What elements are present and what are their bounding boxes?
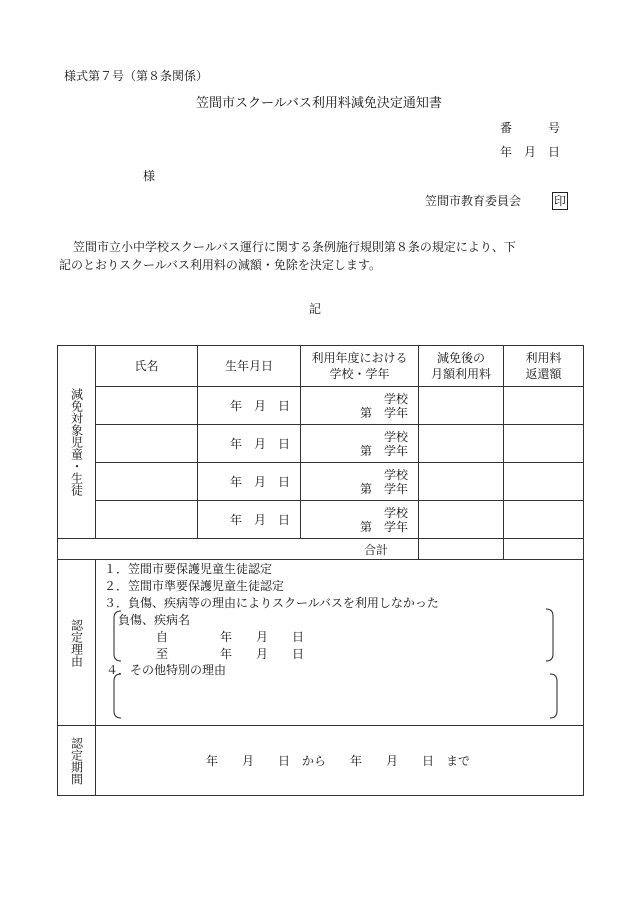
document-date-label: 年 月 日 [500,145,561,159]
refund-cell[interactable] [504,425,584,463]
reason-item-3[interactable]: ３．負傷、疾病等の理由によりスクールバスを利用しなかった [104,596,439,610]
header-refund-line-2: 返還額 [525,367,562,381]
school-grade-cell[interactable] [301,501,419,539]
target-students-label: 減免対象児童・生徒 [69,388,84,496]
reason-label: 認定理由 [69,618,84,667]
header-school-grade [301,346,419,387]
from-date[interactable]: 年 月 日 [220,630,305,644]
document-title: 笠間市スクールバス利用料減免決定通知書 [196,96,442,111]
table-row [58,425,584,463]
refund-cell[interactable] [504,463,584,501]
body-text-line-2: 記のとおりスクールバス利用料の減額・免除を決定します。 [59,258,381,272]
header-refund [504,346,584,387]
student-name-cell[interactable] [96,387,198,425]
table-row [58,501,584,539]
total-monthly-fee-cell[interactable] [419,539,504,560]
reduction-table [57,345,584,796]
monthly-fee-cell[interactable] [419,463,504,501]
monthly-fee-cell[interactable] [419,501,504,539]
document-number-label: 番 号 [500,121,561,135]
header-monthly-fee-line-2: 月額利用料 [430,367,491,381]
school-grade-cell[interactable] [301,463,419,501]
illness-bracket-right [544,608,556,662]
student-name-cell[interactable] [96,463,198,501]
birthdate-cell[interactable]: 年 月 日 [198,387,301,425]
period-label-cell [58,726,96,796]
recipient-suffix: 様 [143,169,156,183]
school-label: 学校 [383,391,408,406]
body-text-line-1: 笠間市立小中学校スクールバス運行に関する条例施行規則第８条の規定により、下 [73,240,516,254]
birthdate-cell[interactable]: 年 月 日 [198,501,301,539]
header-school-grade-line-2: 学校・学年 [329,367,390,381]
grade-label: 第 学年 [359,481,408,496]
seal-mark: 印 [554,194,567,208]
reason-row [58,560,584,726]
school-label: 学校 [383,429,408,444]
table-row [58,387,584,425]
issuer-name: 笠間市教育委員会 [425,194,522,208]
illness-name-label: 負傷、疾病名 [118,613,191,627]
refund-cell[interactable] [504,501,584,539]
header-refund-line-1: 利用料 [525,351,562,365]
target-students-label-cell [58,346,96,539]
period-label: 認定期間 [69,736,84,785]
header-name: 氏名 [96,346,198,387]
birthdate-cell[interactable]: 年 月 日 [198,425,301,463]
header-birthdate: 生年月日 [198,346,301,387]
period-row [58,726,584,796]
refund-cell[interactable] [504,387,584,425]
grade-label: 第 学年 [359,405,408,420]
reason-item-1[interactable]: １．笠間市要保護児童生徒認定 [104,562,273,576]
monthly-fee-cell[interactable] [419,425,504,463]
total-refund-cell[interactable] [504,539,584,560]
period-text[interactable]: 年 月 日 から 年 月 日 まで [96,726,584,796]
reason-content-cell [96,560,584,726]
birthdate-cell[interactable]: 年 月 日 [198,463,301,501]
reason-label-cell [58,560,96,726]
to-label: 至 [156,647,169,661]
header-monthly-fee-line-1: 減免後の [436,351,485,365]
form-number-label: 様式第７号（第８条関係） [64,69,209,83]
reason-item-4[interactable]: ４．その他特別の理由 [106,663,227,677]
header-school-grade-line-1: 利用年度における [311,351,408,365]
header-monthly-fee [419,346,504,387]
monthly-fee-cell[interactable] [419,387,504,425]
other-reason-bracket-right [548,673,560,719]
school-label: 学校 [383,505,408,520]
school-label: 学校 [383,467,408,482]
total-row [58,539,584,560]
reason-item-2[interactable]: ２．笠間市準要保護児童生徒認定 [104,579,285,593]
total-label: 合計 [58,539,419,560]
to-date[interactable]: 年 月 日 [220,647,305,661]
grade-label: 第 学年 [359,519,408,534]
student-name-cell[interactable] [96,501,198,539]
other-reason-bracket-left [112,673,122,719]
table-row [58,463,584,501]
student-name-cell[interactable] [96,425,198,463]
grade-label: 第 学年 [359,443,408,458]
from-label: 自 [156,630,169,644]
school-grade-cell[interactable] [301,425,419,463]
school-grade-cell[interactable] [301,387,419,425]
ki-note-mark: 記 [309,302,322,316]
